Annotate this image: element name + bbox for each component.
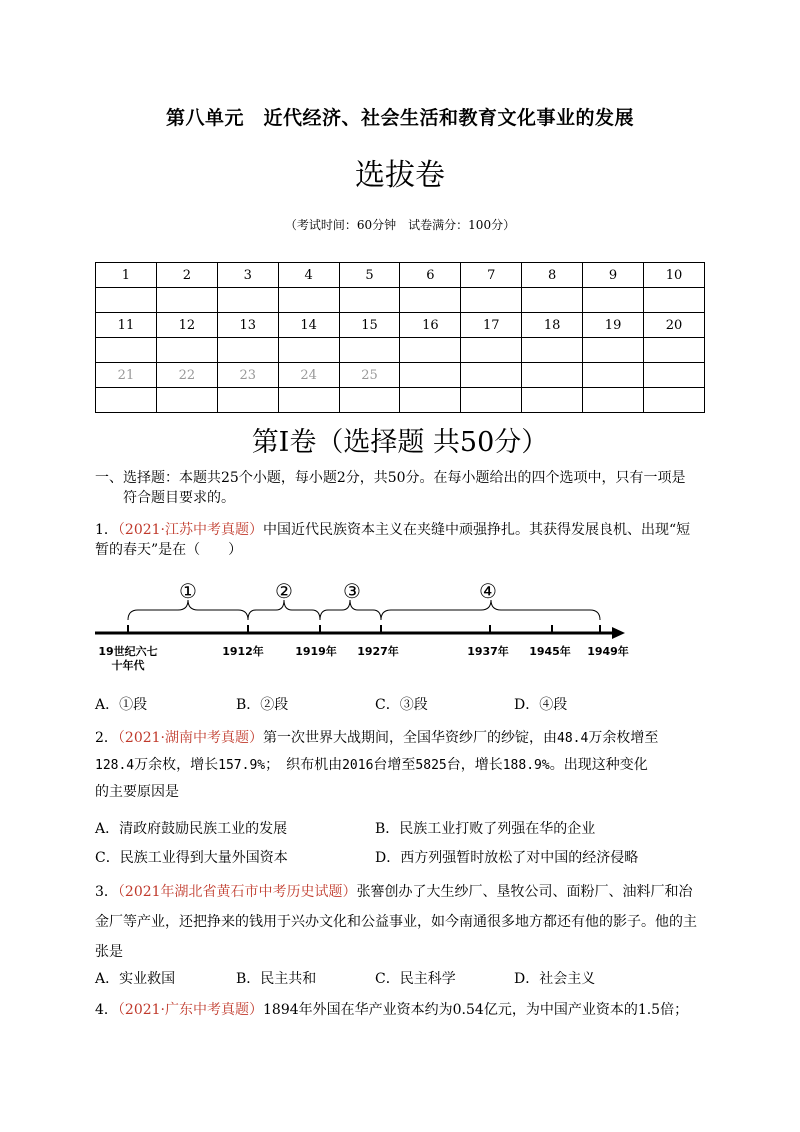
grid-cell: 15 [339, 313, 400, 338]
grid-cell: 9 [583, 263, 644, 288]
timeline-segment-label: ③ [343, 579, 361, 603]
section-instruction [95, 468, 710, 508]
answer-grid-blank-row [96, 388, 705, 413]
answer-cell[interactable] [278, 338, 339, 363]
timeline-tick-label: 1927年 [357, 645, 399, 658]
question-4 [95, 1000, 710, 1020]
question-text: 中国近代民族资本主义在夹缝中顽强挣扎。其获得发展良机、出现“短 [263, 522, 691, 538]
option-d[interactable]: D．④段 [514, 697, 568, 713]
grid-cell: 24 [278, 363, 339, 388]
question-source: （2021·广东中考真题） [117, 1002, 264, 1018]
question-number: 1． [95, 522, 118, 538]
grid-cell: 14 [278, 313, 339, 338]
answer-cell[interactable] [278, 288, 339, 313]
grid-cell: 23 [217, 363, 278, 388]
answer-cell[interactable] [339, 388, 400, 413]
grid-cell: 7 [461, 263, 522, 288]
answer-cell[interactable] [461, 288, 522, 313]
answer-cell[interactable] [583, 288, 644, 313]
question-text: 1894年外国在华产业资本约为0.54亿元，为中国产业资本的1.5倍； [263, 1002, 689, 1018]
answer-cell[interactable] [96, 288, 157, 313]
grid-cell: 8 [522, 263, 583, 288]
grid-cell [644, 363, 705, 388]
number: 157.9% [218, 758, 266, 773]
timeline-segment-label: ④ [479, 579, 497, 603]
answer-cell[interactable] [217, 388, 278, 413]
question-text: 万余枚增至 [588, 730, 659, 746]
timeline-segment-label: ② [275, 579, 293, 603]
question-3 [95, 877, 710, 967]
question-text: 第一次世界大战期间，全国华资纱厂的纱锭，由 [263, 730, 558, 746]
number: 188.9% [502, 758, 550, 773]
answer-cell[interactable] [522, 338, 583, 363]
grid-cell: 16 [400, 313, 461, 338]
option-d[interactable]: D．西方列强暂时放松了对中国的经济侵略 [375, 850, 639, 866]
grid-cell: 13 [217, 313, 278, 338]
grid-cell [583, 363, 644, 388]
answer-cell[interactable] [156, 288, 217, 313]
question-text: 。出现这种变化 [549, 757, 648, 773]
instruction-line: 符合题目要求的。 [123, 490, 235, 506]
number: 128.4 [95, 758, 135, 773]
question-text: ； 织布机由 [265, 757, 343, 773]
timeline-arrow [612, 627, 625, 639]
option-a[interactable]: A．清政府鼓励民族工业的发展 [95, 821, 288, 837]
timeline-tick-label: 1912年 [222, 645, 264, 658]
option-c[interactable]: C．民族工业得到大量外国资本 [95, 850, 288, 866]
grid-cell: 21 [96, 363, 157, 388]
timeline-diagram [90, 578, 650, 678]
grid-cell: 12 [156, 313, 217, 338]
question-2 [95, 725, 710, 806]
option-b[interactable]: B．民主共和 [236, 971, 317, 987]
option-d[interactable]: D．社会主义 [514, 971, 596, 987]
timeline-tick-label: 十年代 [111, 659, 145, 672]
timeline-brace [248, 600, 320, 620]
answer-cell[interactable] [644, 338, 705, 363]
section-title: 第Ⅰ卷（选择题 共50分） [251, 427, 549, 458]
grid-cell: 19 [583, 313, 644, 338]
question-source: （2021年湖北省黄石市中考历史试题） [117, 884, 357, 900]
timeline-tick-label: 1919年 [295, 645, 337, 658]
question-number: 2． [95, 730, 118, 746]
question-text: 万余枚，增长 [134, 757, 219, 773]
answer-grid-number-row [96, 363, 705, 388]
answer-cell[interactable] [339, 338, 400, 363]
option-a[interactable]: A．实业救国 [95, 971, 176, 987]
timeline-brace [128, 600, 248, 620]
grid-cell: 6 [400, 263, 461, 288]
option-b[interactable]: B．②段 [236, 697, 289, 713]
answer-grid-number-row [96, 263, 705, 288]
answer-cell [644, 388, 705, 413]
grid-cell [461, 363, 522, 388]
question-text: 张謇创办了大生纱厂、垦牧公司、面粉厂、油料厂和冶 [356, 884, 693, 900]
number: 48.4 [557, 731, 589, 746]
instruction-line: 一、选择题：本题共25个小题，每小题2分，共50分。在每小题给出的四个选项中，只有一项是 [95, 470, 686, 486]
timeline-tick-label: 1949年 [587, 645, 629, 658]
grid-cell: 10 [644, 263, 705, 288]
option-b[interactable]: B．民族工业打败了列强在华的企业 [375, 821, 596, 837]
exam-info: （考试时间：60分钟 试卷满分：100分） [284, 218, 516, 232]
answer-cell[interactable] [644, 288, 705, 313]
question-text: 张是 [95, 944, 123, 960]
question-number: 3． [95, 884, 118, 900]
answer-cell [583, 388, 644, 413]
question-1 [95, 520, 710, 560]
answer-grid-blank-row [96, 338, 705, 363]
grid-cell: 20 [644, 313, 705, 338]
number: 5825 [415, 758, 447, 773]
answer-cell[interactable] [522, 288, 583, 313]
number: 2016 [342, 758, 374, 773]
grid-cell: 25 [339, 363, 400, 388]
answer-cell[interactable] [339, 288, 400, 313]
timeline-brace [320, 600, 381, 620]
grid-cell [400, 363, 461, 388]
question-source: （2021·湖南中考真题） [117, 730, 264, 746]
option-c[interactable]: C．③段 [375, 697, 428, 713]
answer-cell [400, 388, 461, 413]
grid-cell: 1 [96, 263, 157, 288]
answer-grid [95, 262, 705, 413]
grid-cell: 4 [278, 263, 339, 288]
answer-cell[interactable] [217, 338, 278, 363]
grid-cell: 22 [156, 363, 217, 388]
timeline-tick-label: 19世纪六七 [98, 645, 158, 658]
grid-cell: 2 [156, 263, 217, 288]
timeline-tick-label: 1937年 [467, 645, 509, 658]
answer-cell[interactable] [400, 288, 461, 313]
question-text: 金厂等产业，还把挣来的钱用于兴办文化和公益事业，如今南通很多地方都还有他的影子。他的主 [95, 914, 697, 930]
timeline-segment-label: ① [179, 579, 197, 603]
page-title: 第八单元 近代经济、社会生活和教育文化事业的发展 [165, 107, 634, 129]
option-c[interactable]: C．民主科学 [375, 971, 456, 987]
answer-cell[interactable] [156, 338, 217, 363]
answer-cell [522, 388, 583, 413]
timeline-tick-label: 1945年 [529, 645, 571, 658]
grid-cell: 18 [522, 313, 583, 338]
page-subtitle: 选拔卷 [355, 158, 445, 193]
answer-cell[interactable] [96, 388, 157, 413]
question-number: 4． [95, 1002, 118, 1018]
answer-cell[interactable] [96, 338, 157, 363]
grid-cell [522, 363, 583, 388]
question-text: 台，增长 [446, 757, 503, 773]
question-text: 暂的春天”是在（ ） [95, 542, 243, 558]
answer-grid-number-row [96, 313, 705, 338]
question-source: （2021·江苏中考真题） [117, 522, 264, 538]
answer-grid-blank-row [96, 288, 705, 313]
option-a[interactable]: A．①段 [95, 697, 148, 713]
question-text: 台增至 [373, 757, 416, 773]
grid-cell: 3 [217, 263, 278, 288]
timeline-brace [381, 600, 600, 620]
question-text: 的主要原因是 [95, 784, 179, 800]
grid-cell: 17 [461, 313, 522, 338]
answer-cell[interactable] [156, 388, 217, 413]
answer-cell[interactable] [461, 338, 522, 363]
grid-cell: 11 [96, 313, 157, 338]
answer-cell[interactable] [278, 388, 339, 413]
grid-cell: 5 [339, 263, 400, 288]
answer-cell[interactable] [583, 338, 644, 363]
answer-cell[interactable] [217, 288, 278, 313]
answer-cell[interactable] [400, 338, 461, 363]
answer-cell [461, 388, 522, 413]
